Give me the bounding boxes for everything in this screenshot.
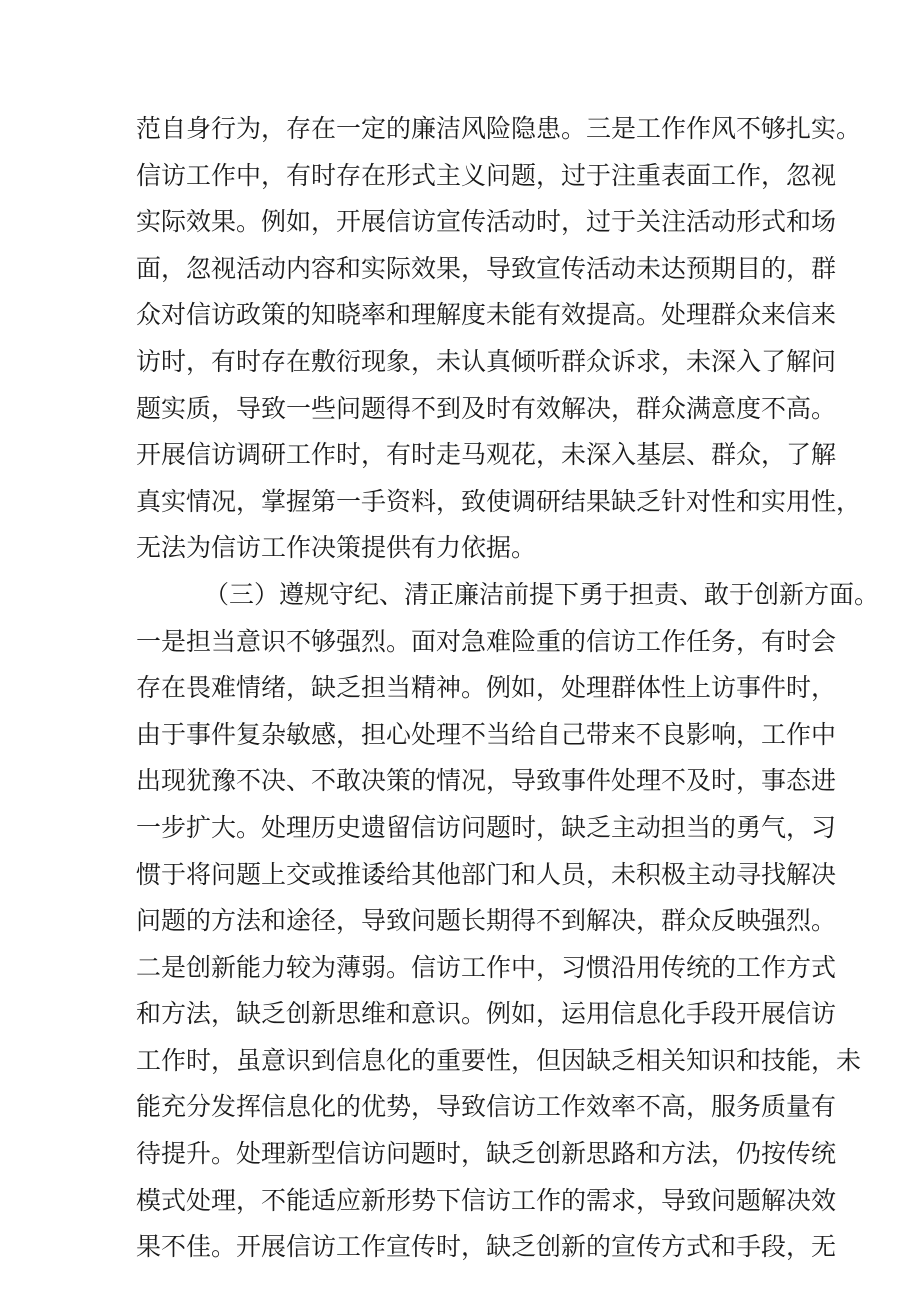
text-line: 一步扩大。处理历史遗留信访问题时，缺乏主动担当的勇气，习 [136,812,837,842]
text-line: 惯于将问题上交或推诿给其他部门和人员，未积极主动寻找解决 [136,859,837,889]
text-line: 二是创新能力较为薄弱。信访工作中，习惯沿用传统的工作方式 [136,952,837,982]
text-line: 待提升。处理新型信访问题时，缺乏创新思路和方法，仍按传统 [136,1139,837,1169]
text-line: 模式处理，不能适应新形势下信访工作的需求，导致问题解决效 [136,1185,837,1215]
text-line: 和方法，缺乏创新思维和意识。例如，运用信息化手段开展信访 [136,999,837,1029]
text-line: 众对信访政策的知晓率和理解度未能有效提高。处理群众来信来 [136,300,837,330]
text-line: 题实质，导致一些问题得不到及时有效解决，群众满意度不高。 [136,393,837,423]
text-line: 一是担当意识不够强烈。面对急难险重的信访工作任务，有时会 [136,626,837,656]
text-line: 面，忽视活动内容和实际效果，导致宣传活动未达预期目的，群 [136,253,837,283]
text-line: 出现犹豫不决、不敢决策的情况，导致事件处理不及时，事态进 [136,766,837,796]
text-line: 范自身行为，存在一定的廉洁风险隐患。三是工作作风不够扎实。 [136,114,862,143]
text-line: 问题的方法和途径，导致问题长期得不到解决，群众反映强烈。 [136,906,837,936]
text-line: 由于事件复杂敏感，担心处理不当给自己带来不良影响，工作中 [136,719,837,749]
section-heading-line: （三）遵规守纪、清正廉洁前提下勇于担责、敢于创新方面。 [204,579,880,609]
text-line: 开展信访调研工作时，有时走马观花，未深入基层、群众，了解 [136,440,837,470]
text-line: 果不佳。开展信访工作宣传时，缺乏创新的宣传方式和手段，无 [136,1232,837,1262]
text-line: 实际效果。例如，开展信访宣传活动时，过于关注活动形式和场 [136,207,837,237]
text-line: 无法为信访工作决策提供有力依据。 [136,533,537,563]
text-line: 工作时，虽意识到信息化的重要性，但因缺乏相关知识和技能，未 [136,1045,862,1075]
text-line: 信访工作中，有时存在形式主义问题，过于注重表面工作，忽视 [136,160,837,190]
text-line: 能充分发挥信息化的优势，导致信访工作效率不高，服务质量有 [136,1092,837,1122]
text-line: 真实情况，掌握第一手资料，致使调研结果缺乏针对性和实用性， [136,486,862,516]
text-line: 访时，有时存在敷衍现象，未认真倾听群众诉求，未深入了解问 [136,346,837,376]
text-line: 存在畏难情绪，缺乏担当精神。例如，处理群体性上访事件时， [136,673,837,703]
document-body [136,106,880,1271]
